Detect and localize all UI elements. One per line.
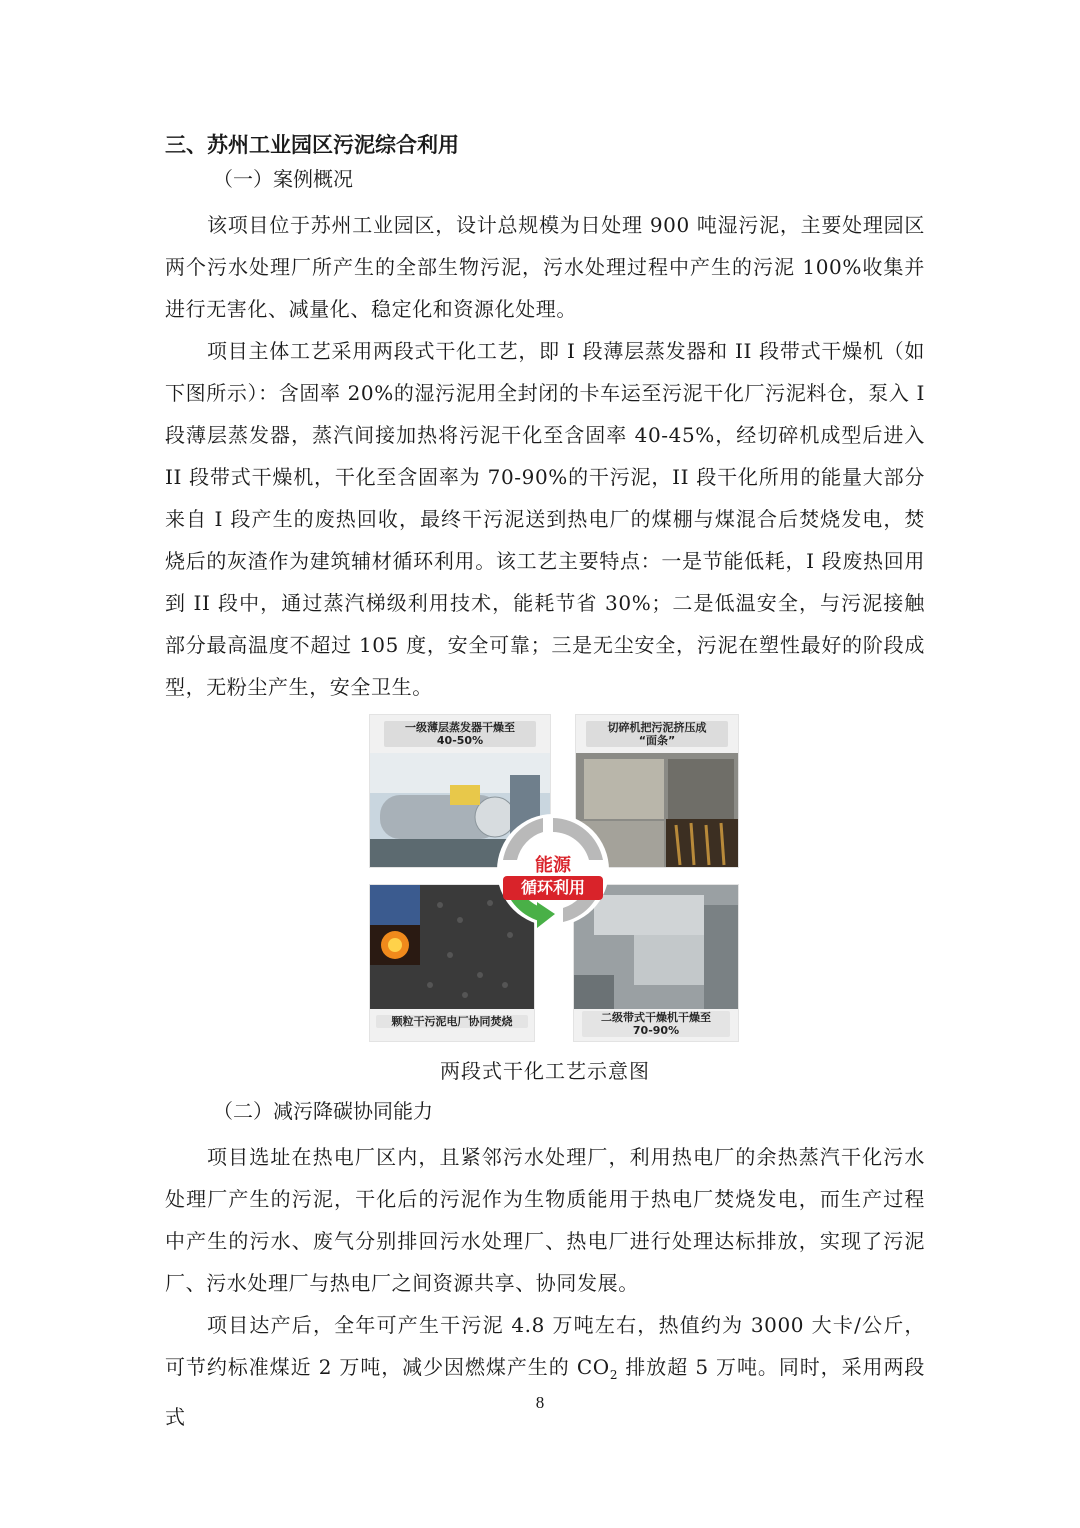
document-page [165, 128, 925, 1438]
output-text-a: 项目达产后，全年可产生干污泥 4.8 万吨左右，热值约为 3000 大卡/公斤，可节约标准煤近 2 万吨，减少因燃煤产生的 CO [165, 1313, 925, 1379]
figure-caption: 两段式干化工艺示意图 [440, 1059, 650, 1083]
paragraph-output [165, 1304, 925, 1438]
label-stage2-range: 70-90% [632, 1024, 680, 1037]
process-diagram [369, 714, 737, 1040]
subheading-synergy: （二）减污降碳协同能力 [213, 1099, 433, 1123]
label-incineration: 颗粒干污泥电厂协同焚烧 [376, 1015, 528, 1028]
label-stage1: 一级薄层蒸发器干燥至 [405, 721, 515, 734]
label-stage2: 二级带式干燥机干燥至 [601, 1011, 711, 1024]
section-title: 三、苏州工业园区污泥综合利用 [165, 133, 459, 157]
center-label-energy: 能源 [535, 855, 571, 876]
center-label-recycle: 循环利用 [503, 876, 603, 900]
co2-subscript: 2 [609, 1368, 619, 1382]
label-stage1-range: 40-50% [436, 734, 484, 747]
page-number: 8 [535, 1393, 545, 1412]
paragraph-process: 项目主体工艺采用两段式干化工艺，即 I 段薄层蒸发器和 II 段带式干燥机（如下图所示）：含固率 20%的湿污泥用全封闭的卡车运至污泥干化厂污泥料仓，泵入 I 段薄层蒸发器，蒸汽间接加热将污泥干化至含固率 40-45%，经切碎机成型后进入 II 段带式干燥机，干化至含固率为 70-90%的干污泥，II 段干化所用的能量大部分来自 I 段产生的废热回收，最终干污泥送到热电厂的煤棚与煤混合后焚烧发电，焚烧后的灰渣作为建筑辅材循环利用。该工艺主要特点：一是节能低耗，I 段废热回用到 II 段中，通过蒸汽梯级利用技术，能耗节省 30%；二是低温安全，与污泥接触部分最高温度不超过 105 度，安全可靠；三是无尘安全，污泥在塑性最好的阶段成型，无粉尘产生，安全卫生。 [165, 339, 925, 699]
subheading-case-overview: （一）案例概况 [213, 167, 353, 191]
paragraph-synergy: 项目选址在热电厂区内，且紧邻污水处理厂，利用热电厂的余热蒸汽干化污水处理厂产生的污泥，干化后的污泥作为生物质能用于热电厂焚烧发电，而生产过程中产生的污水、废气分别排回污水处理厂、热电厂进行处理达标排放，实现了污泥厂、污水处理厂与热电厂之间资源共享、协同发展。 [165, 1145, 925, 1295]
output-text-b: 排放超 5 万吨。同时，采用两段式 [165, 1355, 925, 1429]
label-shredder: 切碎机把污泥挤压成 [607, 721, 707, 734]
paragraph-overview: 该项目位于苏州工业园区，设计总规模为日处理 900 吨湿污泥，主要处理园区两个污水处理厂所产生的全部生物污泥，污水处理过程中产生的污泥 100%收集并进行无害化、减量化、稳定化和资源化处理。 [165, 213, 925, 321]
label-noodle: “面条” [638, 734, 676, 747]
